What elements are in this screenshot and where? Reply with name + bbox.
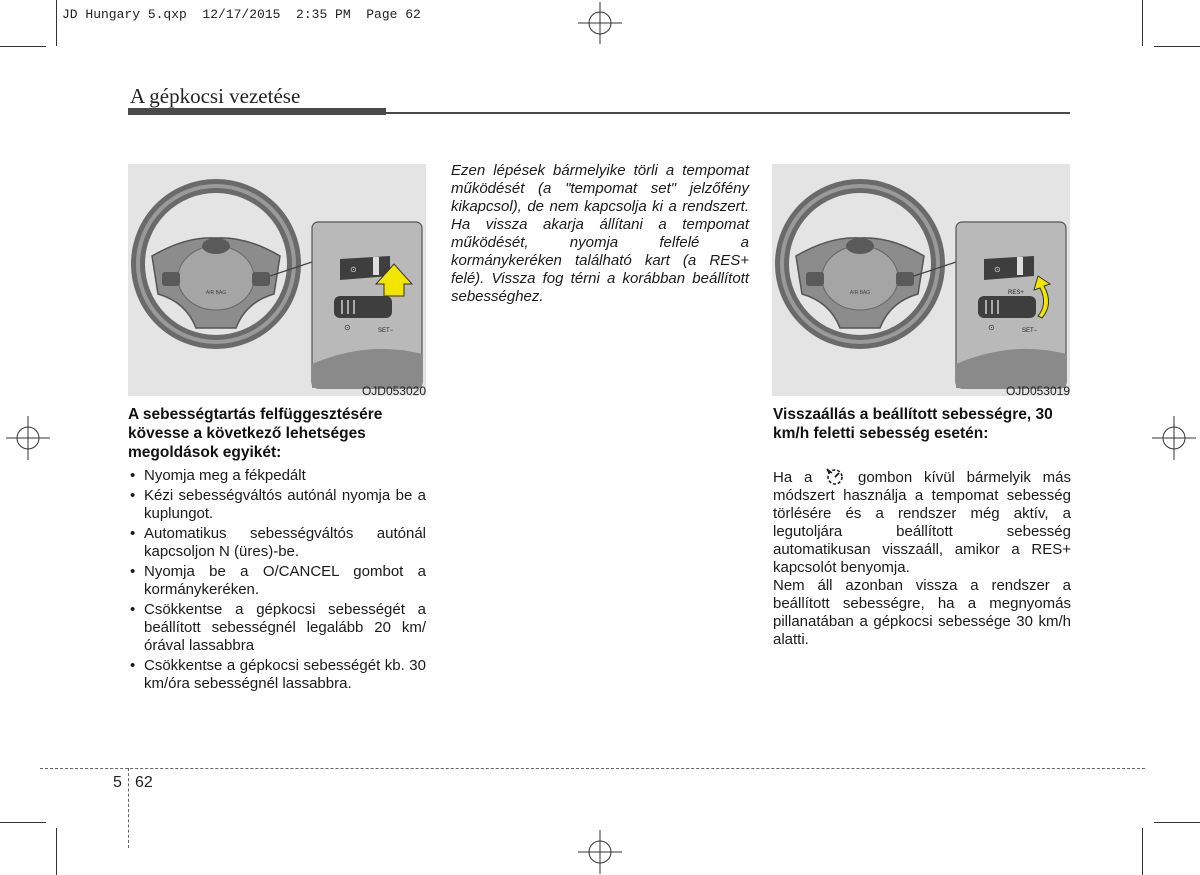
figure-steering-wheel-res xyxy=(772,164,1070,396)
print-header: JD Hungary 5.qxp 12/17/2015 2:35 PM Page 62 xyxy=(62,7,421,22)
registration-mark-top xyxy=(578,2,622,44)
registration-mark-bottom xyxy=(578,830,622,874)
registration-mark-left xyxy=(6,416,50,460)
right-paragraph-2: Nem áll azonban vissza a rendszer a beállított sebességre, ha a megnyomás pillanatában a gépkocsi sebessége 30 km/h alatti. xyxy=(773,577,1071,648)
list-item: • Nyomja be a O/CANCEL gombot a kormánykeréken. xyxy=(128,563,426,599)
svg-text:⊙: ⊙ xyxy=(350,265,357,274)
figure-code-right: OJD053019 xyxy=(1005,384,1070,398)
figure-code-left: OJD053020 xyxy=(361,384,426,398)
svg-text:⊙: ⊙ xyxy=(988,323,995,332)
svg-text:SET−: SET− xyxy=(1022,328,1038,334)
right-paragraph-1: Ha a gombon kívül bármelyik más módszert használja a tempomat sebesség törlésére és a rendszer még aktív, a legutoljára beállított sebesség automatikusan visszaáll, amikor a RES+ kapcsolót benyomja. xyxy=(773,469,1072,576)
list-item: • Nyomja meg a fékpedált xyxy=(128,467,426,485)
list-item: • Kézi sebességváltós autónál nyomja be a kuplungot. xyxy=(128,487,426,523)
svg-text:SET−: SET− xyxy=(378,328,394,334)
steering-wheel-illustration xyxy=(772,164,1070,396)
svg-text:RES+: RES+ xyxy=(1008,290,1024,296)
svg-text:AIR BAG: AIR BAG xyxy=(849,290,871,296)
svg-text:⊙: ⊙ xyxy=(344,323,351,332)
list-item: • Csökkentse a gépkocsi sebességét kb. 30 km/óra sebességnél lassabbra. xyxy=(128,657,426,693)
list-item: • Csökkentse a gépkocsi sebességét a beállított sebességnél legalább 20 km/órával lassabbra xyxy=(128,601,426,655)
registration-mark-right xyxy=(1152,416,1196,460)
figure-steering-wheel-cancel xyxy=(128,164,426,396)
svg-text:AIR BAG: AIR BAG xyxy=(205,290,227,296)
section-title: A gépkocsi vezetése xyxy=(130,84,301,108)
left-bullet-list xyxy=(128,467,426,695)
footer-rule xyxy=(40,768,1145,769)
svg-text:⊙: ⊙ xyxy=(994,265,1001,274)
steering-wheel-illustration xyxy=(128,164,426,396)
chapter-number: 5 xyxy=(113,774,122,791)
left-heading: A sebességtartás felfüggesztésére kövesse a következő lehetséges megoldások egyikét: xyxy=(128,406,383,461)
title-rule-thick xyxy=(128,108,386,115)
title-rule-thin xyxy=(386,112,1070,114)
footer-divider xyxy=(128,768,129,848)
list-item: • Automatikus sebességváltós autónál kapcsoljon N (üres)-be. xyxy=(128,525,426,561)
page-number: 62 xyxy=(135,774,153,791)
cruise-control-icon xyxy=(824,467,846,485)
right-heading: Visszaállás a beállított sebességre, 30 km/h feletti sebesség esetén: xyxy=(773,406,1053,442)
middle-paragraph: Ezen lépések bármelyike törli a tempomat működését (a "tempomat set" jelzőfény kikapcsol), de nem kapcsolja ki a rendszert. Ha vissza akarja állítani a tempomat működését, nyomja felfelé a kormánykeréken található kart (a RES+ felé). Vissza fog térni a korábban beállított sebességhez. xyxy=(451,162,749,305)
